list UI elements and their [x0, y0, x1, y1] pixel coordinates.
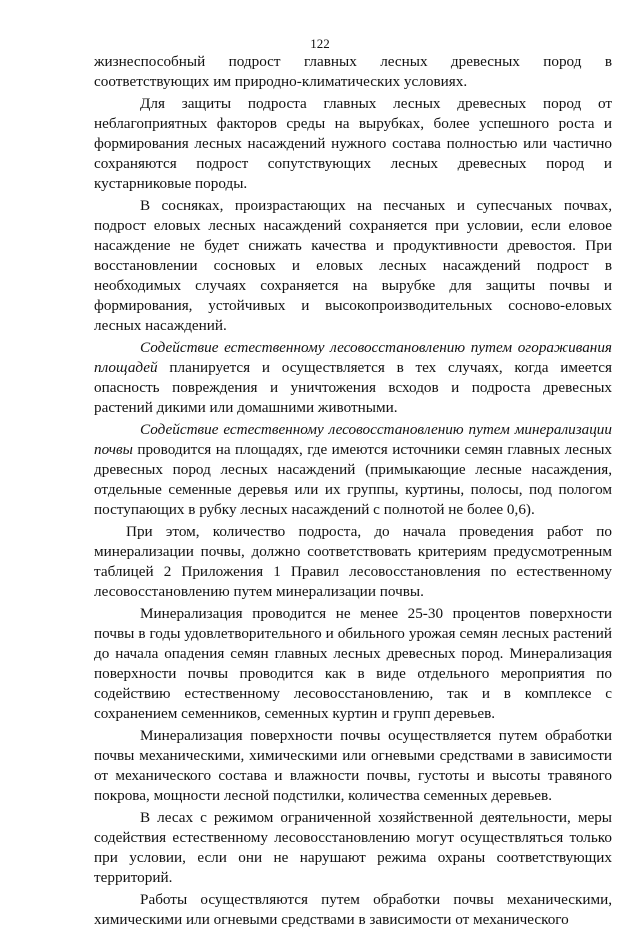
paragraph: [94, 338, 612, 418]
paragraph: [94, 420, 612, 520]
paragraph: Минерализация проводится не менее 25-30 процентов поверхности почвы в годы удовлетворительного и обильного урожая семян лесных растений до начала опадения семян главных лесных древесных пород. Минерализация поверхности почвы проводится как в виде отдельного мероприятия по содействию естественному лесовосстановлению, так и в комплексе с сохранением семенников, семенных куртин и групп деревьев.: [94, 605, 612, 722]
paragraph: В лесах с режимом ограниченной хозяйственной деятельности, меры содействия естественному лесовосстановлению могут осуществляться только при условии, если они не нарушают режима охраны соответствующих территорий.: [94, 809, 612, 886]
paragraph-italic-lead: Содействие естественному лесовосстановлению путем минерализации почвы: [94, 421, 612, 458]
paragraph: При этом, количество подроста, до начала проведения работ по минерализации почвы, должно соответствовать критериям предусмотренным таблицей 2 Приложения 1 Правил лесовосстановления по естественному лесовосстановлению путем минерализации почвы.: [94, 523, 612, 600]
paragraph: жизнеспособный подрост главных лесных древесных пород в соответствующих им природно-климатических условиях.: [94, 53, 612, 90]
paragraph-italic-lead: Содействие естественному лесовосстановлению путем огораживания площадей: [94, 339, 612, 376]
paragraph: Работы осуществляются путем обработки почвы механическими, химическими или огневыми средствами в зависимости от механического: [94, 891, 612, 928]
paragraph: В сосняках, произрастающих на песчаных и супесчаных почвах, подрост еловых лесных насаждений сохраняется при условии, если еловое насаждение не будет снижать качества и продуктивности древостоя. При восстановлении сосновых и еловых лесных насаждений подрост в необходимых случаях сохраняется на вырубке для защиты почвы и формирования, устойчивых и высокопроизводительных сосново-еловых лесных насаждений.: [94, 197, 612, 334]
document-body: [94, 52, 612, 932]
paragraph-text: проводится на площадях, где имеются источники семян главных лесных древесных пород лесных насаждений (примыкающие лесные насаждения, отдельные семенные деревья или их группы, куртины, полосы, под пологом поступающих в рубку лесных насаждений с полнотой не более 0,6).: [94, 441, 612, 518]
paragraph: Минерализация поверхности почвы осуществляется путем обработки почвы механическими, химическими или огневыми средствами в зависимости от механического состава и влажности почвы, густоты и высоты травяного покрова, мощности лесной подстилки, количества семенных деревьев.: [94, 727, 612, 804]
paragraph-text: планируется и осуществляется в тех случаях, когда имеется опасность повреждения и уничтожения всходов и подроста древесных растений дикими или домашними животными.: [94, 359, 612, 416]
paragraph: Для защиты подроста главных лесных древесных пород от неблагоприятных факторов среды на вырубках, более успешного роста и формирования лесных насаждений нужного состава полностью или частично сохраняются подрост сопутствующих лесных древесных пород и кустарниковые породы.: [94, 95, 612, 192]
page-number: 122: [310, 36, 330, 51]
